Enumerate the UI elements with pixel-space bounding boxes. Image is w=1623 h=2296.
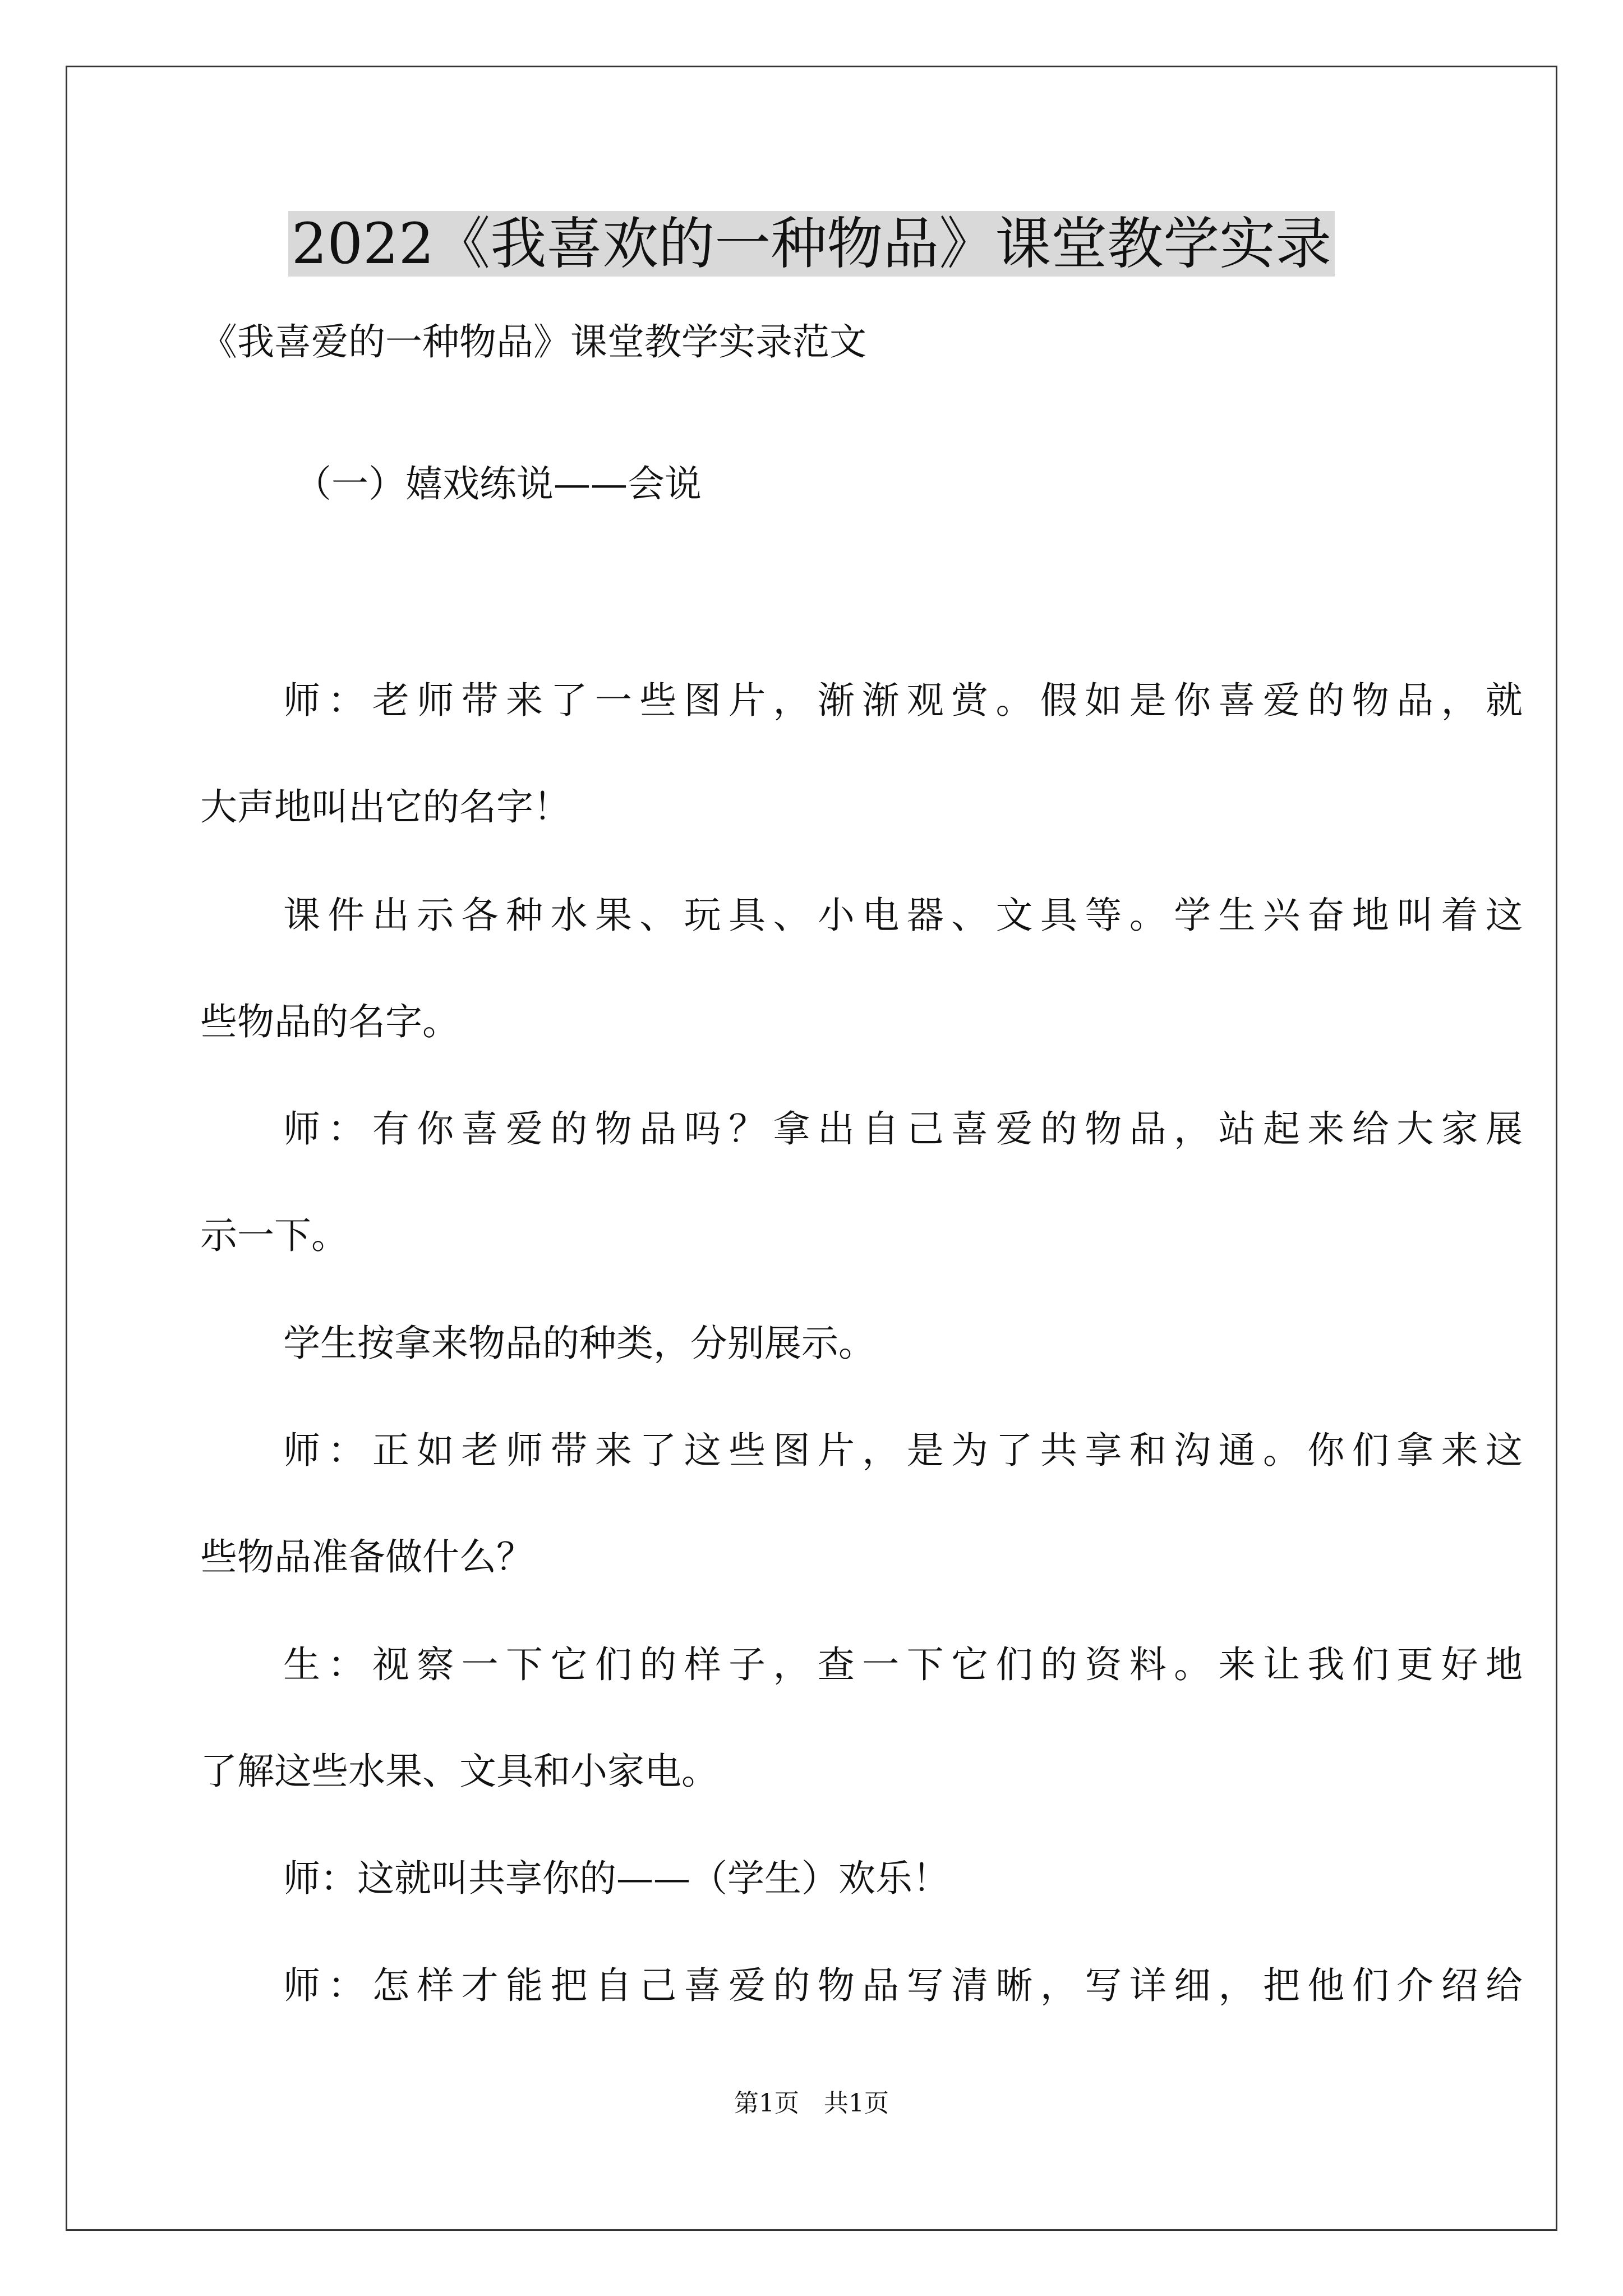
paragraph-line: 师：老师带来了一些图片，渐渐观赏。假如是你喜爱的物品，就: [283, 679, 1523, 722]
paragraph-line: 师：有你喜爱的物品吗？拿出自己喜爱的物品，站起来给大家展: [283, 1107, 1523, 1151]
paragraph-line: 示一下。: [200, 1214, 348, 1257]
page-footer: 第1页 共1页: [734, 2089, 889, 2118]
paragraph-line: 师：这就叫共享你的——（学生）欢乐！: [283, 1857, 949, 1900]
document-title: [0, 208, 1623, 280]
paragraph-line: 生：视察一下它们的样子，查一下它们的资料。来让我们更好地: [283, 1643, 1523, 1686]
paragraph-line: 学生按拿来物品的种类，分别展示。: [283, 1322, 875, 1365]
document-subtitle: 《我喜爱的一种物品》课堂教学实录范文: [200, 320, 866, 364]
section-heading: （一）嬉戏练说——会说: [294, 462, 702, 505]
paragraph-line: 师：怎样才能把自己喜爱的物品写清晰，写详细，把他们介绍给: [283, 1964, 1523, 2007]
paragraph-line: 课件出示各种水果、玩具、小电器、文具等。学生兴奋地叫着这: [283, 894, 1523, 937]
paragraph-line: 大声地叫出它的名字！: [200, 785, 570, 829]
paragraph-line: 些物品的名字。: [200, 1000, 459, 1043]
title-text: 2022《我喜欢的一种物品》课堂教学实录: [288, 211, 1335, 277]
paragraph-line: 了解这些水果、文具和小家电。: [200, 1750, 718, 1793]
paragraph-line: 些物品准备做什么？: [200, 1535, 533, 1579]
paragraph-line: 师：正如老师带来了这些图片，是为了共享和沟通。你们拿来这: [283, 1429, 1523, 1472]
